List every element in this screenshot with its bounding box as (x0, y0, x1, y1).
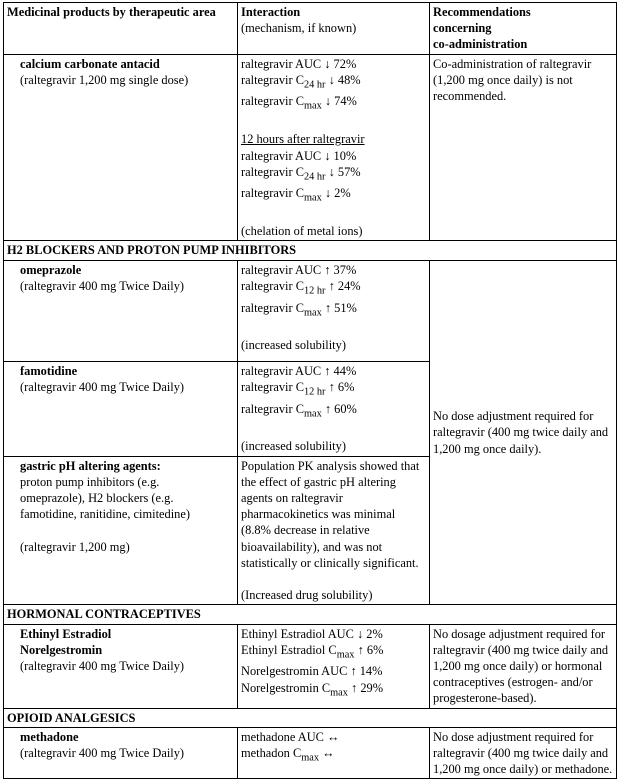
recommendation-cell: No dose adjustment required for raltegravir (400 mg twice daily and 1,200 mg once daily) or methadone. (430, 727, 617, 779)
table-row (4, 727, 617, 779)
interaction-line: Ethinyl Estradiol AUC ↓ 2% (241, 626, 383, 641)
interaction-cell (238, 456, 430, 605)
interaction-line: raltegravir $C_{max}$ ↓ 2% (241, 186, 351, 204)
interaction-line: raltegravir AUC ↑ 44% (241, 363, 357, 378)
interaction-table (3, 2, 617, 779)
interaction-line: Norelgestromin $C_{max}$ ↑ 29% (241, 680, 384, 699)
interaction-mechanism: (increased solubility) (241, 439, 346, 454)
interaction-mechanism: (chelation of metal ions) (241, 224, 363, 239)
interaction-line: methadon $C_{max}$ ↔ (241, 746, 335, 764)
product-name: Ethinyl Estradiol (20, 626, 112, 641)
product-name: famotidine (20, 363, 78, 378)
interaction-cell (238, 727, 430, 779)
product-cell (4, 361, 238, 456)
header-products: Medicinal products by therapeutic area (4, 3, 238, 55)
interaction-line: raltegravir AUC ↓ 72% (241, 56, 357, 71)
product-name: gastric pH altering agents: (20, 458, 161, 473)
interaction-sub-heading: 12 hours after raltegravir (241, 132, 365, 147)
interaction-cell (238, 361, 430, 456)
product-cell (4, 624, 238, 708)
recommendation-cell: Co-administration of raltegravir (1,200 mg once daily) is not recommended. (430, 54, 617, 241)
product-description: proton pump inhibitors (e.g. omeprazole), H2 blockers (e.g. famotidine, ranitidine, cimitedine) (20, 474, 190, 522)
interaction-line: raltegravir $C_{12 hr}$ ↑ 6% (241, 379, 355, 398)
product-dose: (raltegravir 1,200 mg single dose) (20, 72, 189, 87)
product-name: omeprazole (20, 262, 82, 277)
section-heading: HORMONAL CONTRACEPTIVES (4, 605, 617, 624)
interaction-line: Ethinyl Estradiol $C_{max}$ ↑ 6% (241, 642, 384, 661)
product-name: Norelgestromin (20, 642, 103, 657)
header-row (4, 3, 617, 55)
interaction-analysis: Population PK analysis showed that the effect of gastric pH altering agents on raltegravir pharmacokinetics was minimal (8.8% decrease in relative bioavailability), and was not statistically or clinically significant. (241, 458, 420, 570)
interaction-mechanism: (Increased drug solubility) (241, 588, 373, 603)
interaction-line: raltegravir AUC ↓ 10% (241, 148, 357, 163)
section-row (4, 241, 617, 260)
table-row (4, 54, 617, 241)
section-row (4, 708, 617, 727)
product-dose: (raltegravir 1,200 mg) (20, 539, 130, 554)
interaction-line: raltegravir $C_{24 hr}$ ↓ 48% (241, 72, 361, 91)
interaction-line: raltegravir $C_{max}$ ↑ 60% (241, 401, 357, 419)
product-dose: (raltegravir 400 mg Twice Daily) (20, 658, 185, 673)
product-name: methadone (20, 729, 79, 744)
interaction-mechanism: (increased solubility) (241, 338, 346, 353)
header-rec-line2: concerning (433, 21, 492, 36)
header-rec-line1: Recommendations (433, 5, 531, 19)
header-interaction-title: Interaction (241, 5, 301, 19)
product-cell (4, 727, 238, 779)
interaction-line: methadone AUC ↔ (241, 729, 340, 744)
interaction-line: raltegravir $C_{max}$ ↓ 74% (241, 94, 357, 112)
interaction-line: Norelgestromin AUC ↑ 14% (241, 664, 383, 679)
section-row (4, 605, 617, 624)
product-dose: (raltegravir 400 mg Twice Daily) (20, 379, 185, 394)
interaction-cell (238, 260, 430, 361)
header-interaction (238, 3, 430, 55)
interaction-cell (238, 624, 430, 708)
interaction-line: raltegravir $C_{max}$ ↑ 51% (241, 300, 357, 319)
header-recommendations (430, 3, 617, 55)
interaction-line: raltegravir $C_{24 hr}$ ↓ 57% (241, 164, 361, 183)
section-heading: OPIOID ANALGESICS (4, 708, 617, 727)
product-cell (4, 54, 238, 241)
product-dose: (raltegravir 400 mg Twice Daily) (20, 746, 185, 760)
product-cell (4, 456, 238, 605)
product-name: calcium carbonate antacid (20, 56, 160, 71)
header-rec-line3: co-administration (433, 37, 528, 52)
table-row (4, 260, 617, 361)
product-cell (4, 260, 238, 361)
recommendation-cell: No dose adjustment required for raltegravir (400 mg twice daily and 1,200 mg once daily). (430, 260, 617, 605)
interaction-line: raltegravir AUC ↑ 37% (241, 262, 357, 277)
section-heading: H2 BLOCKERS AND PROTON PUMP INHIBITORS (4, 241, 617, 260)
table-row (4, 624, 617, 708)
recommendation-cell: No dosage adjustment required for raltegravir (400 mg twice daily and 1,200 mg once daily) or hormonal contraceptives (estrogen- and/or progesterone-based). (430, 624, 617, 708)
product-dose: (raltegravir 400 mg Twice Daily) (20, 278, 185, 293)
header-interaction-sub: (mechanism, if known) (241, 21, 357, 36)
interaction-line: raltegravir $C_{12 hr}$ ↑ 24% (241, 278, 361, 297)
interaction-cell (238, 54, 430, 241)
